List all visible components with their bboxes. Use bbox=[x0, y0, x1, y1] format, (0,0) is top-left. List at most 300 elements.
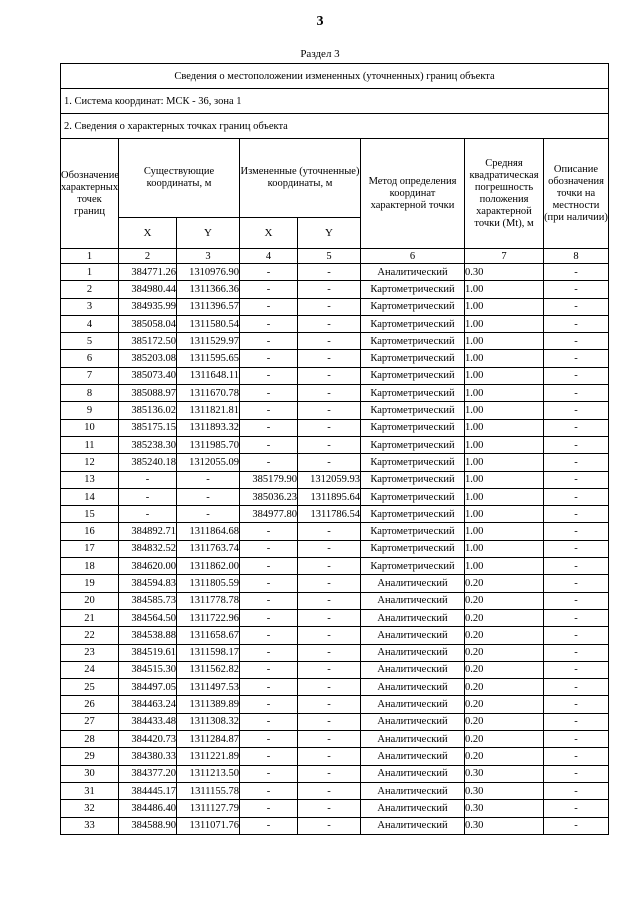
existing-x-cell: 385175.15 bbox=[119, 419, 177, 436]
method-cell: Аналитический bbox=[361, 696, 465, 713]
error-cell: 0.20 bbox=[465, 575, 544, 592]
error-cell: 0.20 bbox=[465, 713, 544, 730]
changed-y-cell: - bbox=[298, 627, 361, 644]
description-cell: - bbox=[544, 402, 609, 419]
table-row bbox=[61, 748, 609, 765]
error-cell: 1.00 bbox=[465, 558, 544, 575]
header-existing-x: X bbox=[119, 218, 177, 249]
description-cell: - bbox=[544, 298, 609, 315]
existing-x-cell: 384433.48 bbox=[119, 713, 177, 730]
changed-x-cell: - bbox=[240, 333, 298, 350]
changed-x-cell: 385036.23 bbox=[240, 488, 298, 505]
existing-x-cell: 384463.24 bbox=[119, 696, 177, 713]
table-row bbox=[61, 679, 609, 696]
method-cell: Картометрический bbox=[361, 436, 465, 453]
method-cell: Аналитический bbox=[361, 644, 465, 661]
existing-y-cell: 1311071.76 bbox=[177, 817, 240, 834]
description-cell: - bbox=[544, 765, 609, 782]
table-row bbox=[61, 627, 609, 644]
method-cell: Картометрический bbox=[361, 454, 465, 471]
point-number-cell: 20 bbox=[61, 592, 119, 609]
table-row bbox=[61, 367, 609, 384]
table-row bbox=[61, 731, 609, 748]
changed-y-cell: - bbox=[298, 523, 361, 540]
point-number-cell: 18 bbox=[61, 558, 119, 575]
changed-x-cell: - bbox=[240, 609, 298, 626]
point-number-cell: 9 bbox=[61, 402, 119, 419]
method-cell: Картометрический bbox=[361, 506, 465, 523]
existing-y-cell: 1311284.87 bbox=[177, 731, 240, 748]
error-cell: 0.30 bbox=[465, 765, 544, 782]
existing-y-cell: 1311366.36 bbox=[177, 281, 240, 298]
existing-x-cell: 384420.73 bbox=[119, 731, 177, 748]
existing-y-cell: 1311389.89 bbox=[177, 696, 240, 713]
existing-x-cell: - bbox=[119, 471, 177, 488]
changed-x-cell: - bbox=[240, 454, 298, 471]
description-cell: - bbox=[544, 679, 609, 696]
column-numbers-row bbox=[61, 249, 609, 264]
existing-x-cell: 385203.08 bbox=[119, 350, 177, 367]
description-cell: - bbox=[544, 661, 609, 678]
changed-x-cell: - bbox=[240, 696, 298, 713]
existing-x-cell: 384585.73 bbox=[119, 592, 177, 609]
error-cell: 0.20 bbox=[465, 592, 544, 609]
existing-y-cell: 1311127.79 bbox=[177, 800, 240, 817]
table-row bbox=[61, 592, 609, 609]
table-row bbox=[61, 315, 609, 332]
changed-x-cell: - bbox=[240, 644, 298, 661]
existing-x-cell: 384594.83 bbox=[119, 575, 177, 592]
error-cell: 1.00 bbox=[465, 523, 544, 540]
table-row bbox=[61, 713, 609, 730]
changed-x-cell: 384977.80 bbox=[240, 506, 298, 523]
error-cell: 0.20 bbox=[465, 609, 544, 626]
error-cell: 0.30 bbox=[465, 782, 544, 799]
description-cell: - bbox=[544, 627, 609, 644]
existing-y-cell: 1311497.53 bbox=[177, 679, 240, 696]
existing-x-cell: 384935.99 bbox=[119, 298, 177, 315]
existing-y-cell: 1311862.00 bbox=[177, 558, 240, 575]
changed-x-cell: - bbox=[240, 367, 298, 384]
point-number-cell: 11 bbox=[61, 436, 119, 453]
changed-y-cell: - bbox=[298, 575, 361, 592]
error-cell: 1.00 bbox=[465, 488, 544, 505]
existing-y-cell: 1311763.74 bbox=[177, 540, 240, 557]
point-number-cell: 1 bbox=[61, 264, 119, 281]
table-title: Сведения о местоположении измененных (уточненных) границ объекта bbox=[61, 64, 609, 89]
description-cell: - bbox=[544, 782, 609, 799]
changed-x-cell: - bbox=[240, 817, 298, 834]
point-number-cell: 33 bbox=[61, 817, 119, 834]
description-cell: - bbox=[544, 748, 609, 765]
error-cell: 1.00 bbox=[465, 540, 544, 557]
changed-y-cell: - bbox=[298, 419, 361, 436]
point-number-cell: 5 bbox=[61, 333, 119, 350]
error-cell: 1.00 bbox=[465, 402, 544, 419]
method-cell: Картометрический bbox=[361, 402, 465, 419]
point-number-cell: 25 bbox=[61, 679, 119, 696]
table-row bbox=[61, 696, 609, 713]
error-cell: 1.00 bbox=[465, 367, 544, 384]
method-cell: Аналитический bbox=[361, 592, 465, 609]
table-row bbox=[61, 385, 609, 402]
existing-x-cell: - bbox=[119, 488, 177, 505]
column-number: 6 bbox=[361, 249, 465, 264]
changed-x-cell: - bbox=[240, 592, 298, 609]
table-row bbox=[61, 506, 609, 523]
changed-x-cell: - bbox=[240, 298, 298, 315]
changed-x-cell: - bbox=[240, 800, 298, 817]
table-row bbox=[61, 281, 609, 298]
error-cell: 1.00 bbox=[465, 419, 544, 436]
description-cell: - bbox=[544, 696, 609, 713]
existing-x-cell: 384564.50 bbox=[119, 609, 177, 626]
method-cell: Картометрический bbox=[361, 281, 465, 298]
table-row bbox=[61, 350, 609, 367]
method-cell: Аналитический bbox=[361, 713, 465, 730]
point-number-cell: 26 bbox=[61, 696, 119, 713]
existing-x-cell: 384486.40 bbox=[119, 800, 177, 817]
table-row bbox=[61, 523, 609, 540]
changed-y-cell: - bbox=[298, 298, 361, 315]
existing-x-cell: 384538.88 bbox=[119, 627, 177, 644]
existing-x-cell: 384771.26 bbox=[119, 264, 177, 281]
changed-y-cell: - bbox=[298, 264, 361, 281]
point-number-cell: 28 bbox=[61, 731, 119, 748]
changed-y-cell: - bbox=[298, 436, 361, 453]
existing-x-cell: 385073.40 bbox=[119, 367, 177, 384]
error-cell: 0.20 bbox=[465, 731, 544, 748]
changed-y-cell: - bbox=[298, 558, 361, 575]
error-cell: 1.00 bbox=[465, 436, 544, 453]
table-row bbox=[61, 471, 609, 488]
table-row bbox=[61, 333, 609, 350]
header-changed-y: Y bbox=[298, 218, 361, 249]
method-cell: Аналитический bbox=[361, 627, 465, 644]
point-number-cell: 14 bbox=[61, 488, 119, 505]
existing-y-cell: 1311893.32 bbox=[177, 419, 240, 436]
error-cell: 1.00 bbox=[465, 471, 544, 488]
table-row bbox=[61, 800, 609, 817]
point-number-cell: 4 bbox=[61, 315, 119, 332]
description-cell: - bbox=[544, 575, 609, 592]
point-number-cell: 27 bbox=[61, 713, 119, 730]
existing-x-cell: 384515.30 bbox=[119, 661, 177, 678]
section-title: Раздел 3 bbox=[300, 48, 340, 60]
column-number: 5 bbox=[298, 249, 361, 264]
changed-y-cell: - bbox=[298, 402, 361, 419]
changed-y-cell: - bbox=[298, 800, 361, 817]
existing-y-cell: 1310976.90 bbox=[177, 264, 240, 281]
method-cell: Аналитический bbox=[361, 264, 465, 281]
changed-x-cell: - bbox=[240, 661, 298, 678]
error-cell: 0.20 bbox=[465, 748, 544, 765]
existing-y-cell: 1311670.78 bbox=[177, 385, 240, 402]
existing-y-cell: 1311595.65 bbox=[177, 350, 240, 367]
points-title: 2. Сведения о характерных точках границ объекта bbox=[61, 114, 609, 139]
description-cell: - bbox=[544, 592, 609, 609]
changed-y-cell: - bbox=[298, 609, 361, 626]
error-cell: 0.20 bbox=[465, 644, 544, 661]
changed-x-cell: - bbox=[240, 350, 298, 367]
table-row bbox=[61, 488, 609, 505]
existing-y-cell: 1311529.97 bbox=[177, 333, 240, 350]
header-description: Описание обозначения точки на местности (при наличии) bbox=[544, 139, 609, 249]
changed-x-cell: 385179.90 bbox=[240, 471, 298, 488]
description-cell: - bbox=[544, 713, 609, 730]
description-cell: - bbox=[544, 523, 609, 540]
existing-y-cell: 1311396.57 bbox=[177, 298, 240, 315]
changed-y-cell: - bbox=[298, 592, 361, 609]
existing-y-cell: 1311648.11 bbox=[177, 367, 240, 384]
existing-y-cell: 1311805.59 bbox=[177, 575, 240, 592]
existing-x-cell: 385088.97 bbox=[119, 385, 177, 402]
method-cell: Картометрический bbox=[361, 558, 465, 575]
boundary-points-table bbox=[60, 63, 609, 835]
existing-y-cell: 1311985.70 bbox=[177, 436, 240, 453]
description-cell: - bbox=[544, 385, 609, 402]
header-existing-y: Y bbox=[177, 218, 240, 249]
table-row bbox=[61, 298, 609, 315]
changed-x-cell: - bbox=[240, 540, 298, 557]
changed-x-cell: - bbox=[240, 748, 298, 765]
point-number-cell: 30 bbox=[61, 765, 119, 782]
method-cell: Картометрический bbox=[361, 298, 465, 315]
point-number-cell: 22 bbox=[61, 627, 119, 644]
changed-y-cell: - bbox=[298, 281, 361, 298]
description-cell: - bbox=[544, 817, 609, 834]
description-cell: - bbox=[544, 350, 609, 367]
error-cell: 1.00 bbox=[465, 298, 544, 315]
point-number-cell: 13 bbox=[61, 471, 119, 488]
point-number-cell: 7 bbox=[61, 367, 119, 384]
description-cell: - bbox=[544, 333, 609, 350]
existing-x-cell: 384892.71 bbox=[119, 523, 177, 540]
existing-y-cell: 1311864.68 bbox=[177, 523, 240, 540]
existing-y-cell: 1311598.17 bbox=[177, 644, 240, 661]
error-cell: 0.30 bbox=[465, 800, 544, 817]
error-cell: 1.00 bbox=[465, 281, 544, 298]
table-row bbox=[61, 609, 609, 626]
description-cell: - bbox=[544, 609, 609, 626]
error-cell: 0.20 bbox=[465, 696, 544, 713]
column-number: 7 bbox=[465, 249, 544, 264]
method-cell: Аналитический bbox=[361, 575, 465, 592]
existing-y-cell: - bbox=[177, 506, 240, 523]
changed-x-cell: - bbox=[240, 419, 298, 436]
point-number-cell: 12 bbox=[61, 454, 119, 471]
changed-x-cell: - bbox=[240, 281, 298, 298]
coordinate-system: 1. Система координат: МСК - 36, зона 1 bbox=[61, 89, 609, 114]
existing-y-cell: 1311308.32 bbox=[177, 713, 240, 730]
description-cell: - bbox=[544, 506, 609, 523]
table-row bbox=[61, 419, 609, 436]
changed-y-cell: - bbox=[298, 367, 361, 384]
changed-y-cell: 1311786.54 bbox=[298, 506, 361, 523]
point-number-cell: 32 bbox=[61, 800, 119, 817]
method-cell: Аналитический bbox=[361, 661, 465, 678]
method-cell: Картометрический bbox=[361, 333, 465, 350]
table-row bbox=[61, 540, 609, 557]
column-number: 1 bbox=[61, 249, 119, 264]
method-cell: Картометрический bbox=[361, 315, 465, 332]
changed-x-cell: - bbox=[240, 385, 298, 402]
method-cell: Аналитический bbox=[361, 679, 465, 696]
error-cell: 1.00 bbox=[465, 385, 544, 402]
point-number-cell: 2 bbox=[61, 281, 119, 298]
table-row bbox=[61, 817, 609, 834]
existing-y-cell: - bbox=[177, 471, 240, 488]
method-cell: Аналитический bbox=[361, 817, 465, 834]
description-cell: - bbox=[544, 488, 609, 505]
existing-x-cell: - bbox=[119, 506, 177, 523]
changed-y-cell: - bbox=[298, 782, 361, 799]
existing-x-cell: 385238.30 bbox=[119, 436, 177, 453]
changed-y-cell: 1312059.93 bbox=[298, 471, 361, 488]
method-cell: Аналитический bbox=[361, 800, 465, 817]
changed-y-cell: - bbox=[298, 350, 361, 367]
changed-y-cell: - bbox=[298, 454, 361, 471]
table-row bbox=[61, 436, 609, 453]
existing-x-cell: 384980.44 bbox=[119, 281, 177, 298]
error-cell: 0.20 bbox=[465, 661, 544, 678]
existing-y-cell: 1311580.54 bbox=[177, 315, 240, 332]
point-number-cell: 23 bbox=[61, 644, 119, 661]
changed-x-cell: - bbox=[240, 731, 298, 748]
changed-y-cell: - bbox=[298, 661, 361, 678]
point-number-cell: 31 bbox=[61, 782, 119, 799]
existing-y-cell: 1311221.89 bbox=[177, 748, 240, 765]
changed-x-cell: - bbox=[240, 627, 298, 644]
changed-y-cell: - bbox=[298, 333, 361, 350]
changed-y-cell: - bbox=[298, 748, 361, 765]
method-cell: Аналитический bbox=[361, 782, 465, 799]
method-cell: Картометрический bbox=[361, 367, 465, 384]
method-cell: Аналитический bbox=[361, 731, 465, 748]
header-method: Метод определения координат характерной точки bbox=[361, 139, 465, 249]
table-row bbox=[61, 402, 609, 419]
error-cell: 0.30 bbox=[465, 817, 544, 834]
method-cell: Картометрический bbox=[361, 385, 465, 402]
existing-x-cell: 385058.04 bbox=[119, 315, 177, 332]
description-cell: - bbox=[544, 731, 609, 748]
changed-x-cell: - bbox=[240, 523, 298, 540]
changed-x-cell: - bbox=[240, 782, 298, 799]
column-number: 3 bbox=[177, 249, 240, 264]
changed-x-cell: - bbox=[240, 315, 298, 332]
changed-x-cell: - bbox=[240, 679, 298, 696]
changed-x-cell: - bbox=[240, 436, 298, 453]
existing-y-cell: 1311722.96 bbox=[177, 609, 240, 626]
column-number: 2 bbox=[119, 249, 177, 264]
method-cell: Картометрический bbox=[361, 488, 465, 505]
changed-x-cell: - bbox=[240, 713, 298, 730]
column-number: 8 bbox=[544, 249, 609, 264]
error-cell: 1.00 bbox=[465, 333, 544, 350]
point-number-cell: 8 bbox=[61, 385, 119, 402]
existing-x-cell: 384445.17 bbox=[119, 782, 177, 799]
method-cell: Картометрический bbox=[361, 419, 465, 436]
point-number-cell: 19 bbox=[61, 575, 119, 592]
point-number-cell: 10 bbox=[61, 419, 119, 436]
error-cell: 1.00 bbox=[465, 506, 544, 523]
table-row bbox=[61, 782, 609, 799]
table-row bbox=[61, 765, 609, 782]
point-number-cell: 16 bbox=[61, 523, 119, 540]
header-changed: Измененные (уточненные) координаты, м bbox=[240, 139, 361, 218]
point-number-cell: 17 bbox=[61, 540, 119, 557]
point-number-cell: 15 bbox=[61, 506, 119, 523]
header-existing: Существующие координаты, м bbox=[119, 139, 240, 218]
description-cell: - bbox=[544, 419, 609, 436]
changed-y-cell: - bbox=[298, 817, 361, 834]
description-cell: - bbox=[544, 454, 609, 471]
table-row bbox=[61, 264, 609, 281]
existing-x-cell: 385136.02 bbox=[119, 402, 177, 419]
changed-y-cell: - bbox=[298, 385, 361, 402]
error-cell: 0.30 bbox=[465, 264, 544, 281]
method-cell: Картометрический bbox=[361, 471, 465, 488]
description-cell: - bbox=[544, 367, 609, 384]
page-number: 3 bbox=[316, 14, 324, 29]
table-row bbox=[61, 454, 609, 471]
existing-x-cell: 384377.20 bbox=[119, 765, 177, 782]
method-cell: Картометрический bbox=[361, 350, 465, 367]
existing-x-cell: 384497.05 bbox=[119, 679, 177, 696]
point-number-cell: 6 bbox=[61, 350, 119, 367]
method-cell: Аналитический bbox=[361, 748, 465, 765]
error-cell: 0.20 bbox=[465, 679, 544, 696]
error-cell: 0.20 bbox=[465, 627, 544, 644]
error-cell: 1.00 bbox=[465, 454, 544, 471]
existing-x-cell: 384588.90 bbox=[119, 817, 177, 834]
description-cell: - bbox=[544, 800, 609, 817]
point-number-cell: 24 bbox=[61, 661, 119, 678]
existing-y-cell: 1311562.82 bbox=[177, 661, 240, 678]
existing-x-cell: 384519.61 bbox=[119, 644, 177, 661]
existing-y-cell: 1311155.78 bbox=[177, 782, 240, 799]
error-cell: 1.00 bbox=[465, 350, 544, 367]
existing-x-cell: 384832.52 bbox=[119, 540, 177, 557]
existing-y-cell: - bbox=[177, 488, 240, 505]
changed-x-cell: - bbox=[240, 402, 298, 419]
column-number: 4 bbox=[240, 249, 298, 264]
header-error: Средняя квадратическая погрешность положения характерной точки (Mt), м bbox=[465, 139, 544, 249]
error-cell: 1.00 bbox=[465, 315, 544, 332]
changed-x-cell: - bbox=[240, 575, 298, 592]
changed-y-cell: - bbox=[298, 713, 361, 730]
existing-y-cell: 1311213.50 bbox=[177, 765, 240, 782]
existing-y-cell: 1311778.78 bbox=[177, 592, 240, 609]
existing-y-cell: 1311821.81 bbox=[177, 402, 240, 419]
existing-x-cell: 385172.50 bbox=[119, 333, 177, 350]
changed-y-cell: 1311895.64 bbox=[298, 488, 361, 505]
changed-x-cell: - bbox=[240, 765, 298, 782]
changed-y-cell: - bbox=[298, 731, 361, 748]
description-cell: - bbox=[544, 436, 609, 453]
point-number-cell: 29 bbox=[61, 748, 119, 765]
changed-y-cell: - bbox=[298, 540, 361, 557]
table-row bbox=[61, 575, 609, 592]
description-cell: - bbox=[544, 281, 609, 298]
table-row bbox=[61, 644, 609, 661]
method-cell: Картометрический bbox=[361, 540, 465, 557]
existing-y-cell: 1311658.67 bbox=[177, 627, 240, 644]
method-cell: Картометрический bbox=[361, 523, 465, 540]
changed-y-cell: - bbox=[298, 765, 361, 782]
description-cell: - bbox=[544, 315, 609, 332]
table-row bbox=[61, 558, 609, 575]
